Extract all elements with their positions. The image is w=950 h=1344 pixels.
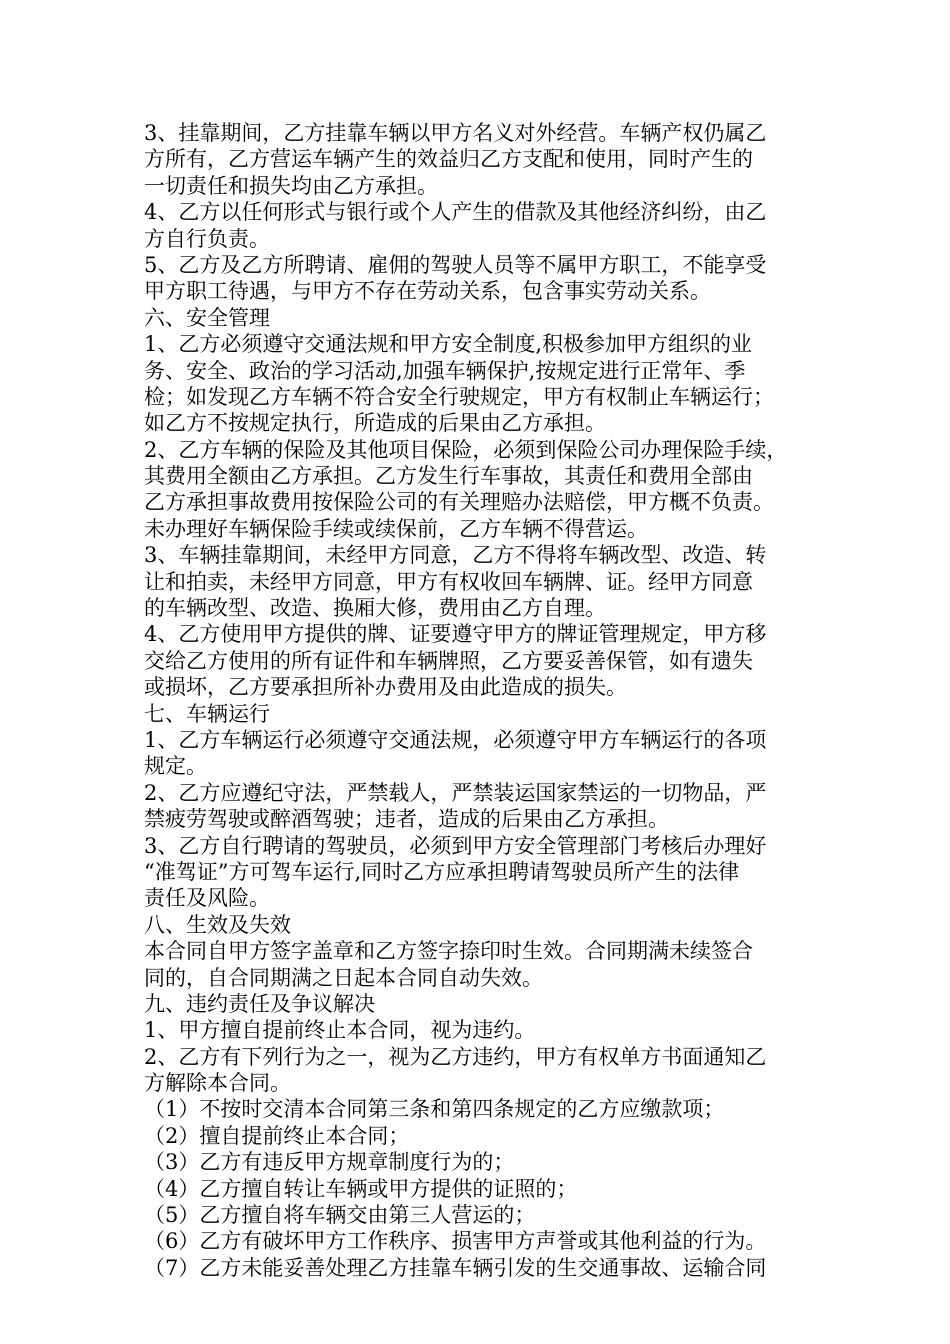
text-line: 的车辆改型、改造、换厢大修，费用由乙方自理。 bbox=[144, 596, 606, 621]
text-line: 5、乙方及乙方所聘请、雇佣的驾驶人员等不属甲方职工，不能享受 bbox=[144, 252, 767, 277]
text-line: （1）不按时交清本合同第三条和第四条规定的乙方应缴款项； bbox=[144, 1097, 725, 1122]
text-line: 同的，自合同期满之日起本合同自动失效。 bbox=[144, 965, 543, 990]
text-line: 2、乙方应遵纪守法，严禁载人，严禁装运国家禁运的一切物品，严 bbox=[144, 780, 767, 805]
text-line: 方所有，乙方营运车辆产生的效益归乙方支配和使用，同时产生的 bbox=[144, 147, 753, 172]
text-line: “准驾证”方可驾车运行,同时乙方应承担聘请驾驶员所产生的法律 bbox=[144, 859, 740, 884]
text-line: 九、违约责任及争议解决 bbox=[144, 991, 375, 1016]
text-line: 2、乙方车辆的保险及其他项目保险，必须到保险公司办理保险手续， bbox=[144, 437, 788, 462]
text-line: 1、乙方必须遵守交通法规和甲方安全制度,积极参加甲方组织的业 bbox=[144, 332, 753, 357]
text-line: 禁疲劳驾驶或醉酒驾驶；违者，造成的后果由乙方承担。 bbox=[144, 807, 669, 832]
text-line: （6）乙方有破坏甲方工作秩序、损害甲方声誉或其他利益的行为。 bbox=[144, 1229, 767, 1254]
text-line: 3、车辆挂靠期间，未经甲方同意，乙方不得将车辆改型、改造、转 bbox=[144, 543, 767, 568]
text-line: 交给乙方使用的所有证件和车辆牌照，乙方要妥善保管，如有遗失 bbox=[144, 648, 753, 673]
text-line: 未办理好车辆保险手续或续保前，乙方车辆不得营运。 bbox=[144, 516, 648, 541]
text-line: 或损坏，乙方要承担所补办费用及由此造成的损失。 bbox=[144, 675, 627, 700]
text-line: 3、挂靠期间，乙方挂靠车辆以甲方名义对外经营。车辆产权仍属乙 bbox=[144, 121, 767, 145]
text-line: 甲方职工待遇，与甲方不存在劳动关系，包含事实劳动关系。 bbox=[144, 279, 711, 304]
text-line: 3、乙方自行聘请的驾驶员，必须到甲方安全管理部门考核后办理好 bbox=[144, 833, 767, 858]
text-line: 六、安全管理 bbox=[144, 305, 270, 330]
text-line: 1、乙方车辆运行必须遵守交通法规，必须遵守甲方车辆运行的各项 bbox=[144, 727, 767, 752]
text-line: 如乙方不按规定执行，所造成的后果由乙方承担。 bbox=[144, 411, 606, 436]
text-line: 务、安全、政治的学习活动,加强车辆保护,按规定进行正常年、季 bbox=[144, 358, 746, 383]
text-line: 让和拍卖，未经甲方同意，甲方有权收回车辆牌、证。经甲方同意 bbox=[144, 569, 753, 594]
text-line: 七、车辆运行 bbox=[144, 701, 270, 726]
text-line: 1、甲方擅自提前终止本合同，视为违约。 bbox=[144, 1018, 536, 1043]
text-line: 八、生效及失效 bbox=[144, 912, 291, 937]
text-line: 规定。 bbox=[144, 754, 207, 779]
text-line: （4）乙方擅自转让车辆或甲方提供的证照的； bbox=[144, 1176, 578, 1201]
text-line: （5）乙方擅自将车辆交由第三人营运的； bbox=[144, 1203, 536, 1228]
text-line: （7）乙方未能妥善处理乙方挂靠车辆引发的生交通事故、运输合同 bbox=[144, 1255, 767, 1280]
text-line: 方自行负责。 bbox=[144, 226, 270, 251]
contract-text-body bbox=[144, 120, 824, 1281]
text-line: 其费用全额由乙方承担。乙方发生行车事故，其责任和费用全部由 bbox=[144, 464, 753, 489]
text-line: 检；如发现乙方车辆不符合安全行驶规定，甲方有权制止车辆运行； bbox=[144, 384, 774, 409]
text-line: 4、乙方使用甲方提供的牌、证要遵守甲方的牌证管理规定，甲方移 bbox=[144, 622, 767, 647]
text-line: 本合同自甲方签字盖章和乙方签字捺印时生效。合同期满未续签合 bbox=[144, 939, 753, 964]
text-line: 4、乙方以任何形式与银行或个人产生的借款及其他经济纠纷，由乙 bbox=[144, 200, 767, 225]
text-line: 方解除本合同。 bbox=[144, 1071, 291, 1096]
text-line: （2）擅自提前终止本合同； bbox=[144, 1123, 410, 1148]
text-line: 乙方承担事故费用按保险公司的有关理赔办法赔偿，甲方概不负责。 bbox=[144, 490, 774, 515]
text-line: （3）乙方有违反甲方规章制度行为的； bbox=[144, 1150, 515, 1175]
text-line: 一切责任和损失均由乙方承担。 bbox=[144, 173, 438, 198]
text-line: 责任及风险。 bbox=[144, 886, 270, 911]
text-line: 2、乙方有下列行为之一，视为乙方违约，甲方有权单方书面通知乙 bbox=[144, 1044, 767, 1069]
